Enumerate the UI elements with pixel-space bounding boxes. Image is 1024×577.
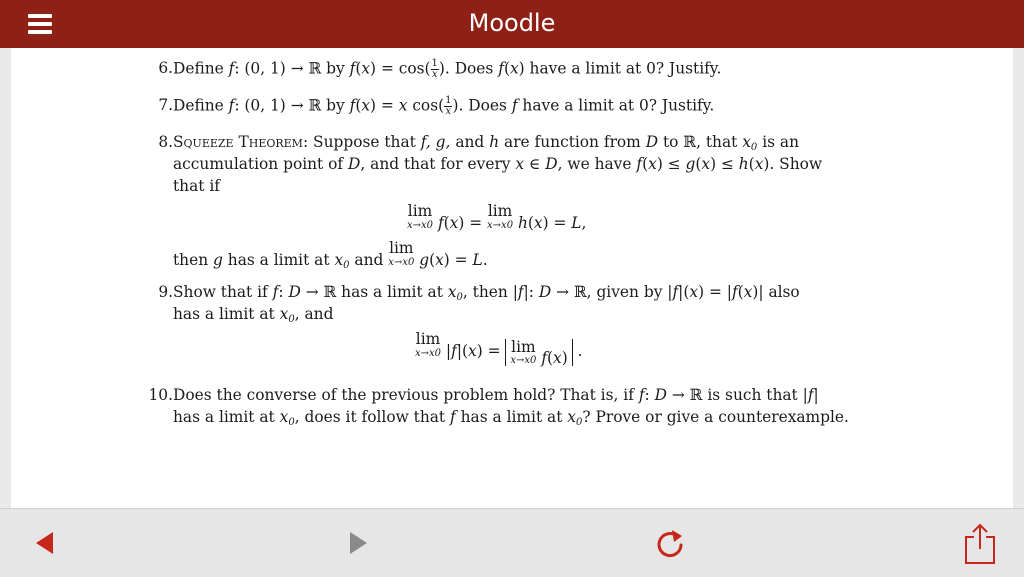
problem-10-line-2: has a limit at $x_0$, does it follow that f has a limit at $x_0$? Prove or give a counterexample. (173, 408, 849, 428)
content-area (0, 48, 1024, 508)
problem-8-conclusion: then g has a limit at $x_0$ and lim x→x0 g(x) = L. (173, 239, 488, 271)
reload-icon[interactable] (652, 525, 688, 561)
problem-7: Define f: (0, 1) → ℝ by f(x) = x cos( $\frac{1}{x}$ ). Does f have a limit at 0? Justify. (173, 95, 715, 117)
problem-number: 7. (158, 96, 173, 114)
problem-9-line-2: has a limit at $x_0$, and (173, 305, 334, 325)
problem-number: 10. (148, 386, 173, 404)
problem-number: 9. (158, 283, 173, 301)
app-title: Moodle (468, 9, 556, 37)
bottom-toolbar (0, 508, 1024, 577)
problem-10-line-1: Does the converse of the previous problem hold? That is, if f: D → ℝ is such that |f| (173, 386, 819, 404)
top-bar (0, 0, 1024, 48)
problem-8-equation: lim x→x0 f(x) = lim x→x0 h(x) = L, (407, 202, 587, 232)
problem-number: 8. (158, 133, 173, 151)
problem-9-equation: lim x→x0 |f|(x) = lim x→x0 f(x) . (415, 330, 583, 367)
forward-arrow-icon[interactable] (350, 532, 367, 554)
problem-8-line-2: accumulation point of D, and that for every x ∈ D, we have f(x) ≤ g(x) ≤ h(x). Show (173, 155, 823, 173)
problem-document (11, 48, 1013, 508)
problem-6: Define f: (0, 1) → ℝ by f(x) = cos( $\frac{1}{x}$ ). Does f(x) have a limit at 0? Justify. (173, 58, 722, 80)
problem-8-line-3: that if (173, 177, 220, 195)
problem-number: 6. (158, 59, 173, 77)
share-icon[interactable] (960, 521, 1000, 565)
problem-8-line-1: Squeeze Theorem: Suppose that f, g, and h are function from D to ℝ, that $x_0$ is an (173, 133, 800, 153)
back-arrow-icon[interactable] (36, 532, 53, 554)
problem-9-line-1: Show that if f: D → ℝ has a limit at $x_0$, then |f|: D → ℝ, given by |f|(x) = |f(x)| also (173, 283, 800, 303)
